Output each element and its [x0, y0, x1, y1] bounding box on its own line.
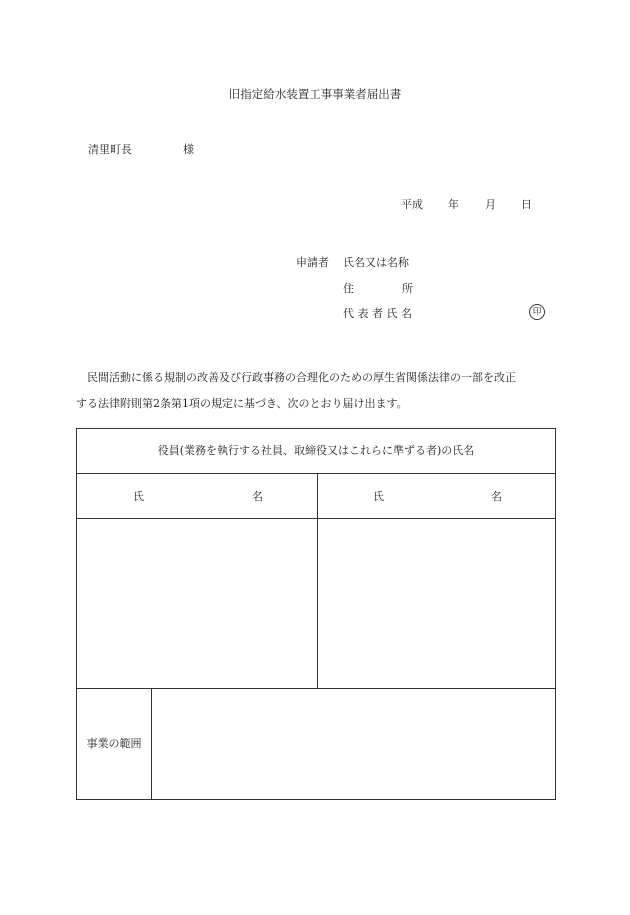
column-divider	[317, 474, 318, 689]
business-scope-label: 事業の範囲	[77, 689, 152, 799]
date-day-label: 日	[521, 198, 532, 211]
business-scope-row	[77, 689, 555, 799]
addressee-name: 清里町長	[88, 143, 132, 156]
applicant-name-label: 氏名又は名称	[343, 256, 409, 269]
seal-icon: 印	[529, 304, 545, 320]
officer-names-right-cell[interactable]	[318, 519, 557, 688]
applicant-label: 申請者	[296, 256, 329, 269]
address-label-first-char: 住	[343, 282, 354, 295]
addressee	[88, 141, 194, 157]
officers-column-headers	[77, 474, 555, 519]
col1-given-name-label: 名	[252, 490, 263, 503]
business-scope-field[interactable]	[152, 689, 555, 799]
officers-table-header: 役員(業務を執行する社員、取締役又はこれらに準ずる者)の氏名	[77, 429, 555, 474]
body-line-2: する法律附則第2条第1項の規定に基づき、次のとおり届け出ます。	[76, 397, 408, 410]
body-text	[76, 365, 562, 417]
date-month-label: 月	[485, 198, 496, 211]
address-label-second-char: 所	[402, 282, 413, 295]
representative-name-label: 代表者氏名	[343, 307, 416, 320]
col2-given-name-label: 名	[491, 490, 502, 503]
date-era: 平成	[401, 198, 423, 211]
col1-surname-label: 氏	[133, 490, 144, 503]
col2-surname-label: 氏	[373, 490, 384, 503]
addressee-honorific: 様	[183, 143, 194, 156]
date-year-label: 年	[448, 198, 459, 211]
officer-names-left-cell[interactable]	[77, 519, 316, 688]
officer-names-area	[77, 519, 555, 689]
body-line-1: 民間活動に係る規制の改善及び行政事務の合理化のための厚生省関係法律の一部を改正	[87, 371, 516, 384]
officers-table	[76, 428, 556, 800]
document-title: 旧指定給水装置工事事業者届出書	[228, 87, 402, 101]
